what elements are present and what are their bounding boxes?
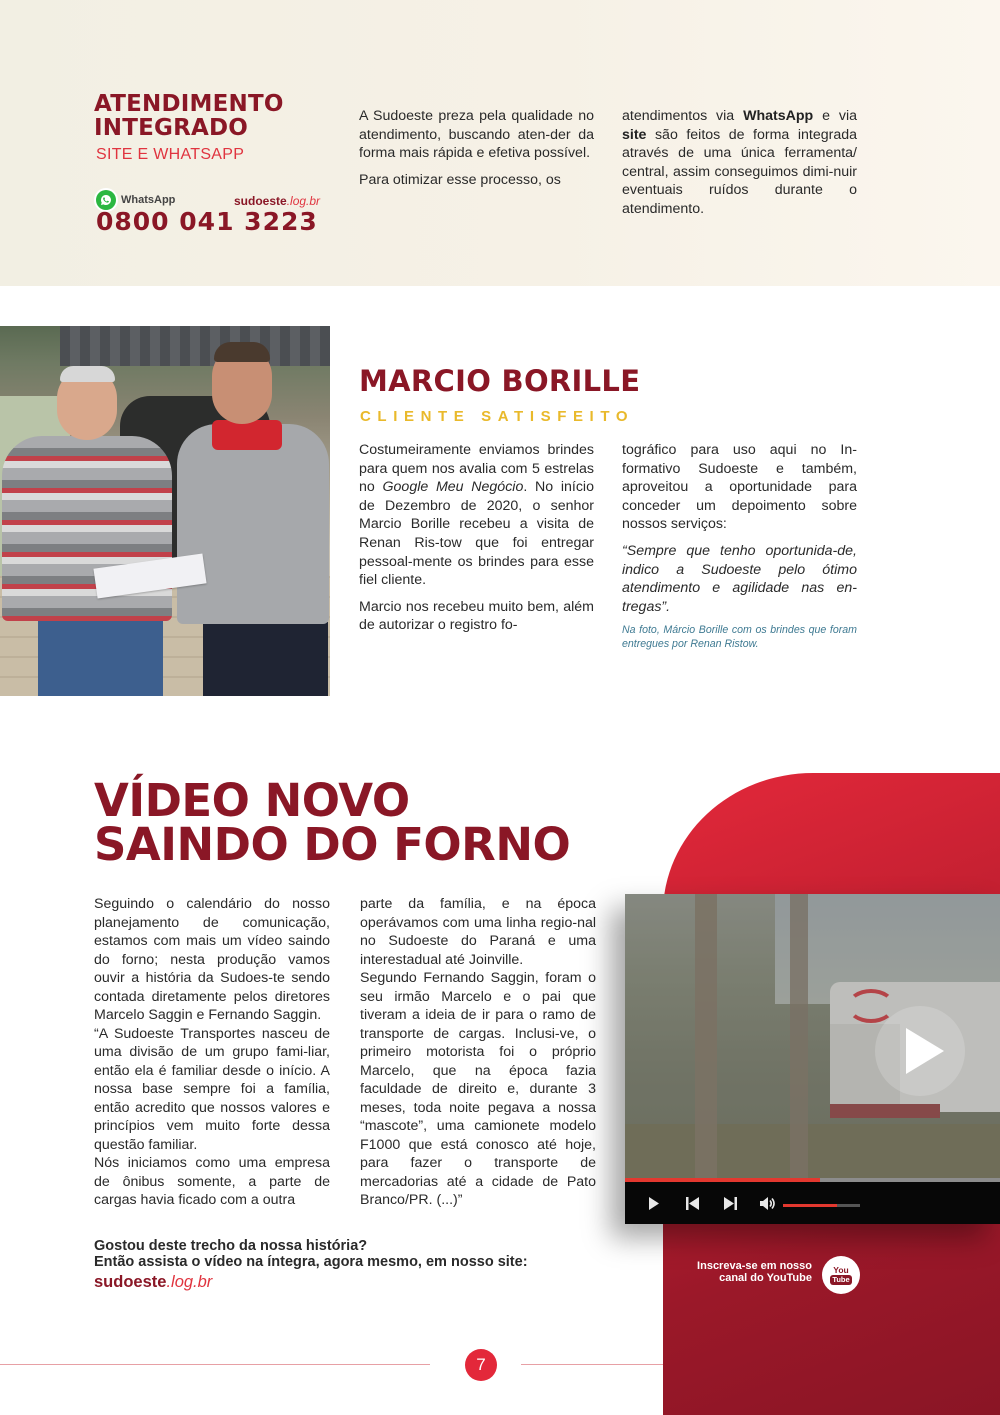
youtube-badge-top: You <box>833 1264 849 1275</box>
testimonial-column-2 <box>622 441 857 651</box>
photo-person-1-shirt <box>2 436 172 621</box>
footer-divider-left <box>0 1364 430 1365</box>
photo-caption: Na foto, Márcio Borille com os brindes que foram entregues por Renan Ristow. <box>622 624 857 650</box>
cta-line-1: Gostou deste trecho da nossa história? <box>94 1238 368 1254</box>
page-number: 7 <box>465 1349 497 1381</box>
youtube-text-line-1: Inscreva-se em nosso <box>697 1260 812 1272</box>
play-icon <box>906 1028 944 1074</box>
site-link-tld: .log.br <box>166 1273 213 1291</box>
video-section-title <box>94 774 571 871</box>
testimonial-paragraph-1 <box>359 441 594 590</box>
video-paragraph-1: Seguindo o calendário do nosso planejamento de comunicação, estamos com mais um vídeo saindo do forno; nesta produção vamos ouvir a história da Sudoes-te sendo contada diretamente pelos diretores Marcelo Saggin e Fernando Saggin. <box>94 896 330 1023</box>
video-controls-bar <box>625 1182 1000 1224</box>
atendimento-subtitle: SITE E WHATSAPP <box>96 146 245 163</box>
whatsapp-label: WhatsApp <box>121 194 176 206</box>
video-column-2 <box>360 895 596 1210</box>
volume-icon <box>760 1197 776 1210</box>
big-play-button[interactable] <box>875 1006 965 1096</box>
youtube-text-line-2: canal do YouTube <box>719 1271 812 1284</box>
testimonial-column-1 <box>359 441 594 643</box>
site-link[interactable] <box>94 1273 212 1292</box>
video-cta-text <box>94 1238 528 1270</box>
video-title-line-1: VÍDEO NOVO <box>94 774 410 827</box>
youtube-subscribe-text <box>672 1261 812 1284</box>
volume-button[interactable] <box>759 1194 777 1212</box>
footer-divider-right <box>521 1364 663 1365</box>
text-span: são feitos de forma integrada através de uma única ferramenta/ central, assim conseguimos dimi-nuir eventuais ruídos durante o atendimento. <box>622 126 857 217</box>
video-thumbnail[interactable] <box>625 894 1000 1178</box>
phone-number[interactable]: 0800 041 3223 <box>96 207 318 236</box>
youtube-icon[interactable] <box>822 1256 860 1294</box>
volume-slider-fill <box>783 1204 837 1207</box>
whatsapp-emphasis: WhatsApp <box>743 108 814 124</box>
site-link-small-domain: sudoeste <box>234 194 287 208</box>
photo-person-1-hair <box>60 366 115 382</box>
site-link-domain: sudoeste <box>94 1273 167 1291</box>
photo-person-2-shirt <box>177 424 329 624</box>
video-column-1 <box>94 895 330 1210</box>
text-span: e via <box>813 108 857 124</box>
play-button[interactable] <box>645 1194 663 1212</box>
play-icon <box>648 1197 660 1210</box>
testimonial-name: MARCIO BORILLE <box>359 364 641 398</box>
testimonial-paragraph-2: Marcio nos recebeu muito bem, além de autorizar o registro fo- <box>359 598 594 634</box>
testimonial-photo <box>0 326 330 696</box>
video-paragraph-3: Nós iniciamos como uma empresa de ônibus somente, a parte de cargas havia ficado com a outra <box>94 1155 330 1208</box>
previous-button[interactable] <box>683 1194 701 1212</box>
atendimento-paragraph-1: A Sudoeste preza pela qualidade no atendimento, buscando aten-der da forma mais rápida e efetiva possível. <box>359 108 594 162</box>
testimonial-subtitle: CLIENTE SATISFEITO <box>360 408 635 425</box>
photo-person-2-collar <box>212 420 282 450</box>
skip-forward-icon <box>724 1197 737 1210</box>
next-button[interactable] <box>721 1194 739 1212</box>
video-title-line-2: SAINDO DO FORNO <box>94 818 571 871</box>
site-emphasis: site <box>622 126 647 143</box>
site-link-small-tld: .log.br <box>286 194 321 208</box>
google-meu-negocio-emphasis: Google Meu Negócio <box>382 479 524 496</box>
cta-line-2: Então assista o vídeo na íntegra, agora mesmo, em nosso site: <box>94 1254 528 1270</box>
testimonial-quote: “Sempre que tenho oportunida-de, indico a Sudoeste pelo ótimo atendimento e agilidade nas en-tregas”. <box>622 542 857 615</box>
video-paragraph-2: “A Sudoeste Transportes nasceu de uma divisão de um grupo fami-liar, então ela é familiar desde o início. A nossa base sempre foi a família, então acredito que nossos valores e princípios vem muito forte dessa questão familiar. <box>94 1025 330 1153</box>
youtube-badge-bottom: Tube <box>832 1274 850 1284</box>
site-link-small[interactable] <box>234 194 320 208</box>
volume-slider[interactable] <box>783 1204 860 1207</box>
video-player[interactable] <box>625 894 1000 1224</box>
atendimento-paragraph-2: Para otimizar esse processo, os <box>359 171 561 188</box>
photo-roof <box>60 326 330 366</box>
skip-back-icon <box>686 1197 699 1210</box>
atendimento-title-line-2: INTEGRADO <box>94 115 249 141</box>
text-span: Costumeiramente enviamos brindes para quem nos avalia com 5 estrelas no <box>359 442 594 496</box>
photo-person-2-hair <box>214 342 270 362</box>
atendimento-title-line-1: ATENDIMENTO <box>94 91 284 117</box>
text-span: . No início de Dezembro de 2020, o senhor Marcio Borille recebeu a visita de Renan Ris-tow que foi entregar pessoal-mente os brindes para esse fiel cliente. <box>359 479 594 589</box>
text-span: atendimentos via <box>622 108 744 124</box>
testimonial-paragraph-3: tográfico para uso aqui no In-formativo Sudoeste e também, aproveitou a oportunidade para conceder um depoimento sobre nossos serviços: <box>622 442 857 533</box>
video-paragraph-5: Segundo Fernando Saggin, foram o seu irmão Marcelo e o pai que tiveram a ideia de ir para o ramo de transporte de cargas. Inclusi-ve, o primeiro motorista foi o próprio Marcelo, que na época fazia faculdade de direito e, durante 3 meses, toda noite pegava a nossa “mascote”, uma camionete modelo F1000 que está conosco até hoje, para fazer o transporte de mercadorias até a cidade de Pato Branco/PR. (...)” <box>360 970 596 1208</box>
atendimento-title <box>94 92 354 140</box>
atendimento-column-1 <box>359 107 594 197</box>
video-paragraph-4: parte da família, e na época operávamos com uma linha regio-nal no Sudoeste do Paraná e uma interestadual até Joinville. <box>360 896 596 968</box>
atendimento-paragraph-3 <box>622 107 857 219</box>
atendimento-column-2 <box>622 107 857 227</box>
photo-person-1-jeans <box>38 618 163 696</box>
photo-person-2-pants <box>203 622 328 696</box>
